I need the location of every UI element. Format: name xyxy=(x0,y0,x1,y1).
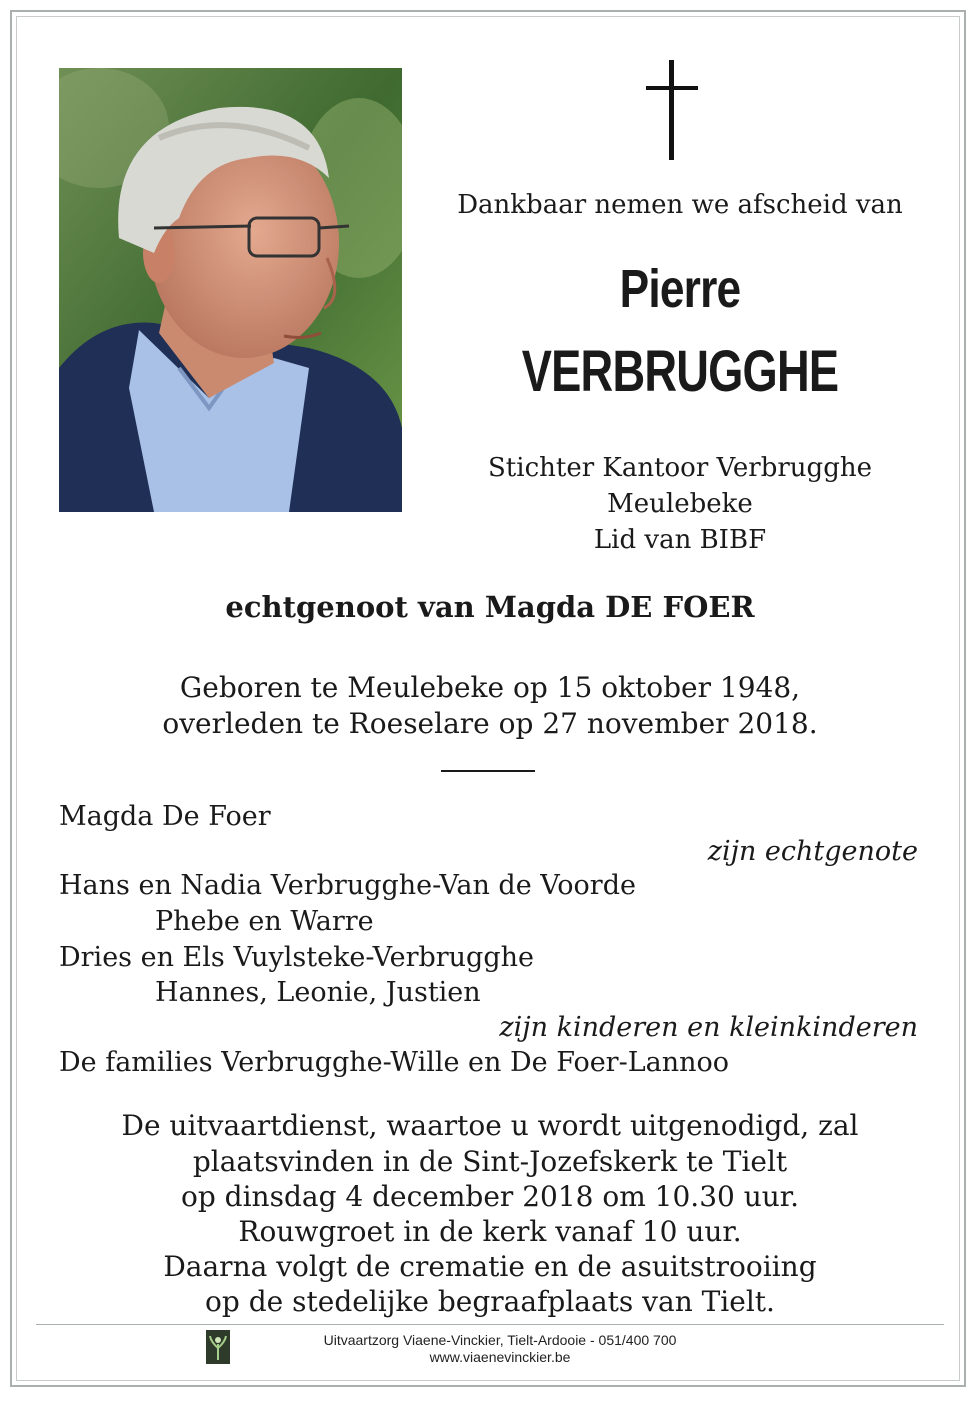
service-line: De uitvaartdienst, waartoe u wordt uitgenodigd, zal xyxy=(121,1109,859,1142)
service-line: plaatsvinden in de Sint-Jozefskerk te Tielt xyxy=(192,1145,788,1178)
footer-divider xyxy=(36,1324,944,1325)
service-line: op dinsdag 4 december 2018 om 10.30 uur. xyxy=(181,1180,799,1213)
family-spouse: Magda De Foer xyxy=(59,801,271,832)
family-child: Hans en Nadia Verbrugghe-Van de Voorde xyxy=(59,870,636,901)
service-line: Daarna volgt de crematie en de asuitstrooiing xyxy=(163,1250,817,1283)
company-logo-icon xyxy=(206,1330,230,1364)
birth-line: Geboren te Meulebeke op 15 oktober 1948, xyxy=(179,671,801,704)
family-spouse-label: zijn echtgenote xyxy=(707,836,918,867)
footer-company: Uitvaartzorg Viaene-Vinckier, Tielt-Ardooie - 051/400 700 xyxy=(323,1332,677,1348)
portrait-photo xyxy=(59,68,402,512)
separator xyxy=(441,770,535,772)
role-line: Stichter Kantoor Verbrugghe xyxy=(488,453,872,483)
service-line: op de stedelijke begraafplaats van Tielt. xyxy=(205,1285,775,1318)
footer-website[interactable]: www.viaenevinckier.be xyxy=(429,1349,571,1365)
cross-icon xyxy=(640,60,704,160)
family-child: Dries en Els Vuylsteke-Verbrugghe xyxy=(59,942,534,973)
family-grandchildren: Hannes, Leonie, Justien xyxy=(155,977,481,1008)
family-grandchildren: Phebe en Warre xyxy=(155,906,374,937)
role-line: Lid van BIBF xyxy=(593,525,767,555)
family-families: De families Verbrugghe-Wille en De Foer-Lannoo xyxy=(59,1047,730,1078)
family-children-label: zijn kinderen en kleinkinderen xyxy=(499,1012,918,1043)
service-line: Rouwgroet in de kerk vanaf 10 uur. xyxy=(238,1215,742,1248)
death-line: overleden te Roeselare op 27 november 2018. xyxy=(162,707,818,740)
first-name: Pierre xyxy=(619,259,741,319)
last-name: VERBRUGGHE xyxy=(521,339,839,404)
role-line: Meulebeke xyxy=(607,489,753,519)
intro-text: Dankbaar nemen we afscheid van xyxy=(457,190,903,220)
spouse-line: echtgenoot van Magda DE FOER xyxy=(225,590,755,624)
